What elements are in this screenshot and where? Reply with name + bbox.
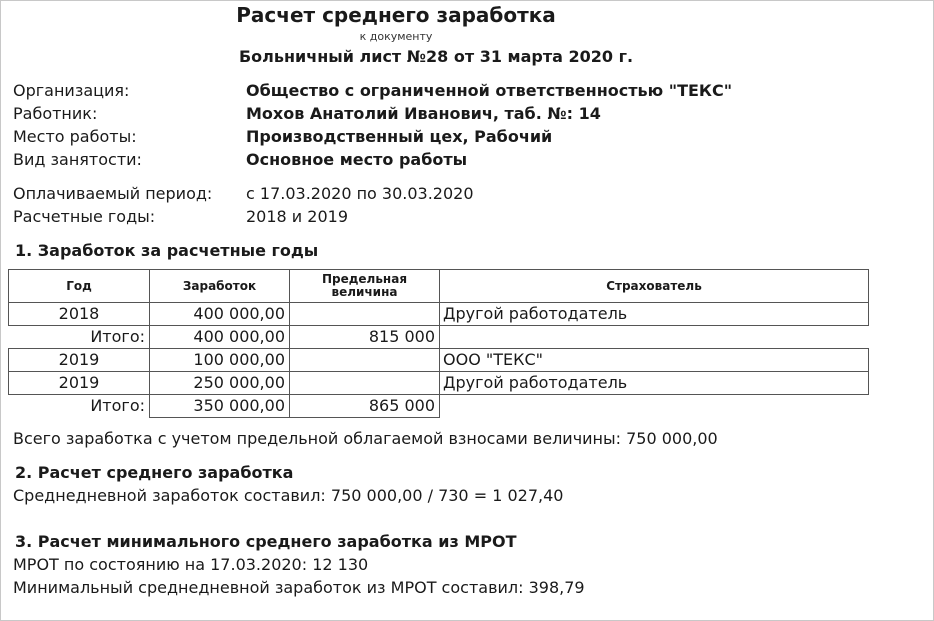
cell-total-label: Итого: (90, 396, 145, 416)
cell-limit (290, 349, 440, 372)
years-value: 2018 и 2019 (246, 207, 349, 226)
table-header-row (9, 270, 869, 303)
employment-label: Вид занятости: (13, 150, 142, 169)
column-header-limit: Предельная величина (290, 270, 440, 303)
workplace-value: Производственный цех, Рабочий (246, 127, 553, 146)
organization-value: Общество с ограниченной ответственностью "ТЕКС" (246, 81, 733, 100)
cell-limit: 865 000 (290, 395, 440, 418)
table-subtotal-row (9, 326, 869, 349)
cell-year: 2018 (9, 303, 150, 326)
cell-earnings: 350 000,00 (150, 395, 290, 418)
cell-year: 2019 (9, 349, 150, 372)
cell-limit (290, 303, 440, 326)
table-row (9, 349, 869, 372)
table-row (9, 303, 869, 326)
column-header-earnings: Заработок (150, 270, 290, 303)
cell-earnings: 100 000,00 (150, 349, 290, 372)
section1-title: 1. Заработок за расчетные годы (15, 241, 319, 260)
average-earnings-text: Среднедневной заработок составил: 750 000,00 / 730 = 1 027,40 (13, 486, 564, 505)
employment-value: Основное место работы (246, 150, 468, 169)
table-row (9, 372, 869, 395)
earnings-table (8, 269, 869, 418)
min-earnings-text: Минимальный среднедневной заработок из МРОТ составил: 398,79 (13, 578, 585, 597)
cell-empty (440, 326, 869, 349)
cell-total-label: Итого: (90, 327, 145, 346)
total-earnings-text: Всего заработка с учетом предельной облагаемой взносами величины: 750 000,00 (13, 429, 718, 448)
organization-label: Организация: (13, 81, 130, 100)
section2-title: 2. Расчет среднего заработка (15, 463, 294, 482)
table-subtotal-row (9, 395, 869, 418)
mrot-text: МРОТ по состоянию на 17.03.2020: 12 130 (13, 555, 369, 574)
cell-limit: 815 000 (290, 326, 440, 349)
employee-label: Работник: (13, 104, 98, 123)
section3-title: 3. Расчет минимального среднего заработка из МРОТ (15, 532, 517, 551)
column-header-year: Год (9, 270, 150, 303)
cell-insurer: ООО "ТЕКС" (440, 349, 869, 372)
column-header-insurer: Страхователь (440, 270, 869, 303)
cell-earnings: 250 000,00 (150, 372, 290, 395)
cell-year: 2019 (9, 372, 150, 395)
report-subtitle: к документу (359, 30, 433, 43)
workplace-label: Место работы: (13, 127, 137, 146)
employee-value: Мохов Анатолий Иванович, таб. №: 14 (246, 104, 601, 123)
document-reference: Больничный лист №28 от 31 марта 2020 г. (238, 47, 634, 66)
cell-empty (440, 395, 869, 418)
cell-limit (290, 372, 440, 395)
years-label: Расчетные годы: (13, 207, 156, 226)
cell-insurer: Другой работодатель (440, 372, 869, 395)
cell-insurer: Другой работодатель (440, 303, 869, 326)
report-title: Расчет среднего заработка (236, 3, 556, 27)
cell-earnings: 400 000,00 (150, 326, 290, 349)
period-label: Оплачиваемый период: (13, 184, 213, 203)
cell-earnings: 400 000,00 (150, 303, 290, 326)
period-value: с 17.03.2020 по 30.03.2020 (246, 184, 474, 203)
